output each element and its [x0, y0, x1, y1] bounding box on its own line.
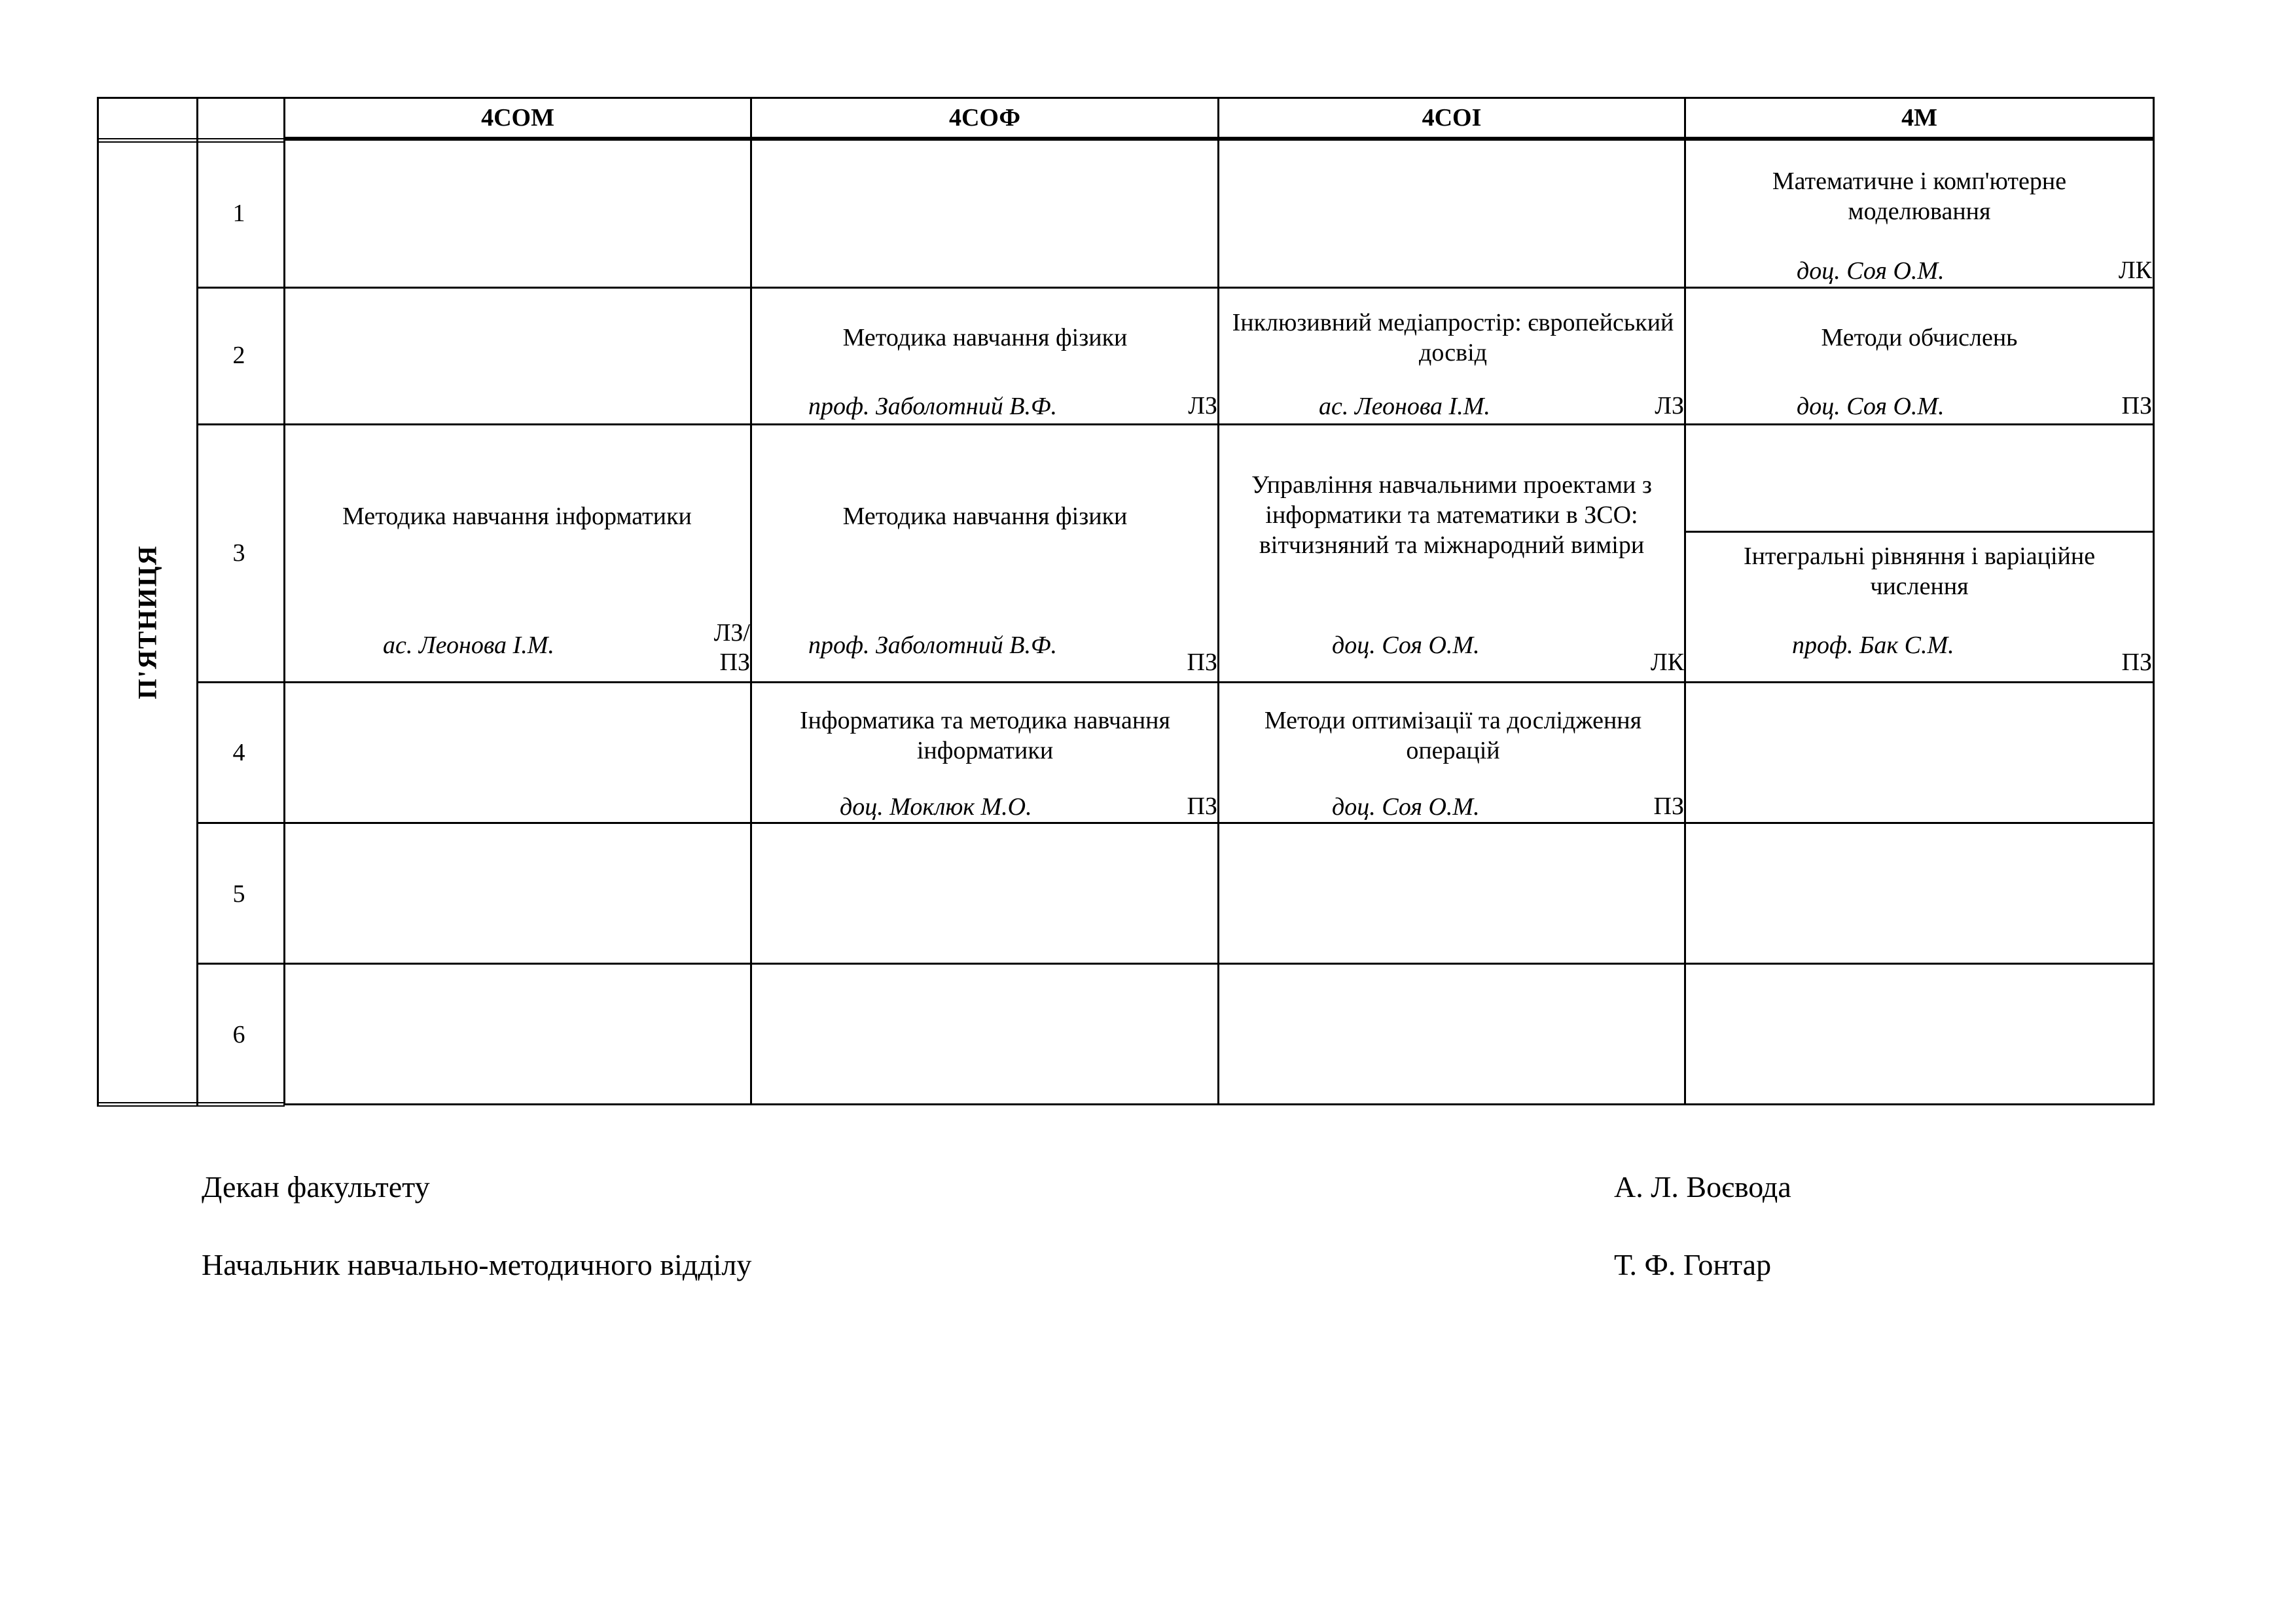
- class-type: ЛЗ: [1188, 392, 1217, 419]
- subject-name: Управління навчальними проектами з інформатики та математики в ЗСО: вітчизняний та міжнародний виміри: [1251, 471, 1652, 559]
- subject-name: Методика навчання інформатики: [342, 503, 692, 530]
- lecturer-name: ас. Леонова І.М.: [383, 632, 554, 659]
- class-type: ЛК: [1650, 649, 1684, 676]
- lecturer-name: проф. Заболотний В.Ф.: [808, 632, 1058, 659]
- lecturer-name: проф. Бак С.М.: [1792, 632, 1954, 659]
- head-title: Начальник навчально-методичного відділу: [202, 1248, 752, 1281]
- subject-name: Методика навчання фізики: [842, 324, 1128, 351]
- class-type: ЛЗ/: [713, 619, 750, 647]
- class-type: ПЗ: [2121, 392, 2152, 419]
- period-number: 3: [232, 539, 245, 567]
- lecturer-name: доц. Соя О.М.: [1332, 793, 1480, 821]
- group-header-4som: 4СОМ: [481, 104, 554, 132]
- period-number: 4: [232, 739, 245, 766]
- subject-name: Методи оптимізації та дослідження операцій: [1264, 707, 1642, 764]
- lecturer-name: доц. Соя О.М.: [1332, 632, 1480, 659]
- dean-name: А. Л. Воєвода: [1614, 1170, 1791, 1204]
- class-type: ПЗ: [719, 649, 750, 676]
- dean-title: Декан факультету: [202, 1170, 430, 1204]
- subject-name: Інтегральні рівняння і варіаційне числення: [1743, 543, 2096, 600]
- class-type: ПЗ: [2121, 649, 2152, 676]
- lecturer-name: ас. Леонова І.М.: [1319, 393, 1490, 420]
- lecturer-name: доц. Соя О.М.: [1797, 257, 1945, 285]
- head-name: Т. Ф. Гонтар: [1614, 1248, 1772, 1281]
- subject-name: Інклюзивний медіапростір: європейський досвід: [1232, 309, 1674, 366]
- period-number: 2: [232, 342, 245, 369]
- lecturer-name: доц. Моклюк М.О.: [840, 793, 1032, 821]
- day-label: П'ЯТНИЦЯ: [132, 544, 162, 700]
- period-number: 1: [232, 200, 245, 227]
- class-type: ПЗ: [1187, 793, 1217, 820]
- class-type: ЛК: [2118, 257, 2152, 284]
- subject-name: Методи обчислень: [1821, 324, 2018, 351]
- period-number: 6: [232, 1021, 245, 1048]
- class-type: ПЗ: [1653, 793, 1684, 820]
- class-type: ПЗ: [1187, 649, 1217, 676]
- class-type: ЛЗ: [1655, 392, 1684, 419]
- subject-name: Математичне і комп'ютерне моделювання: [1772, 168, 2067, 225]
- group-header-4soi: 4СОІ: [1422, 104, 1482, 132]
- period-number: 5: [232, 880, 245, 908]
- subject-name: Методика навчання фізики: [842, 503, 1128, 530]
- group-header-4m: 4М: [1901, 104, 1937, 132]
- group-header-4sof: 4СОФ: [948, 104, 1021, 132]
- subject-name: Інформатика та методика навчання інформатики: [799, 707, 1170, 764]
- lecturer-name: доц. Соя О.М.: [1797, 393, 1945, 420]
- lecturer-name: проф. Заболотний В.Ф.: [808, 393, 1058, 420]
